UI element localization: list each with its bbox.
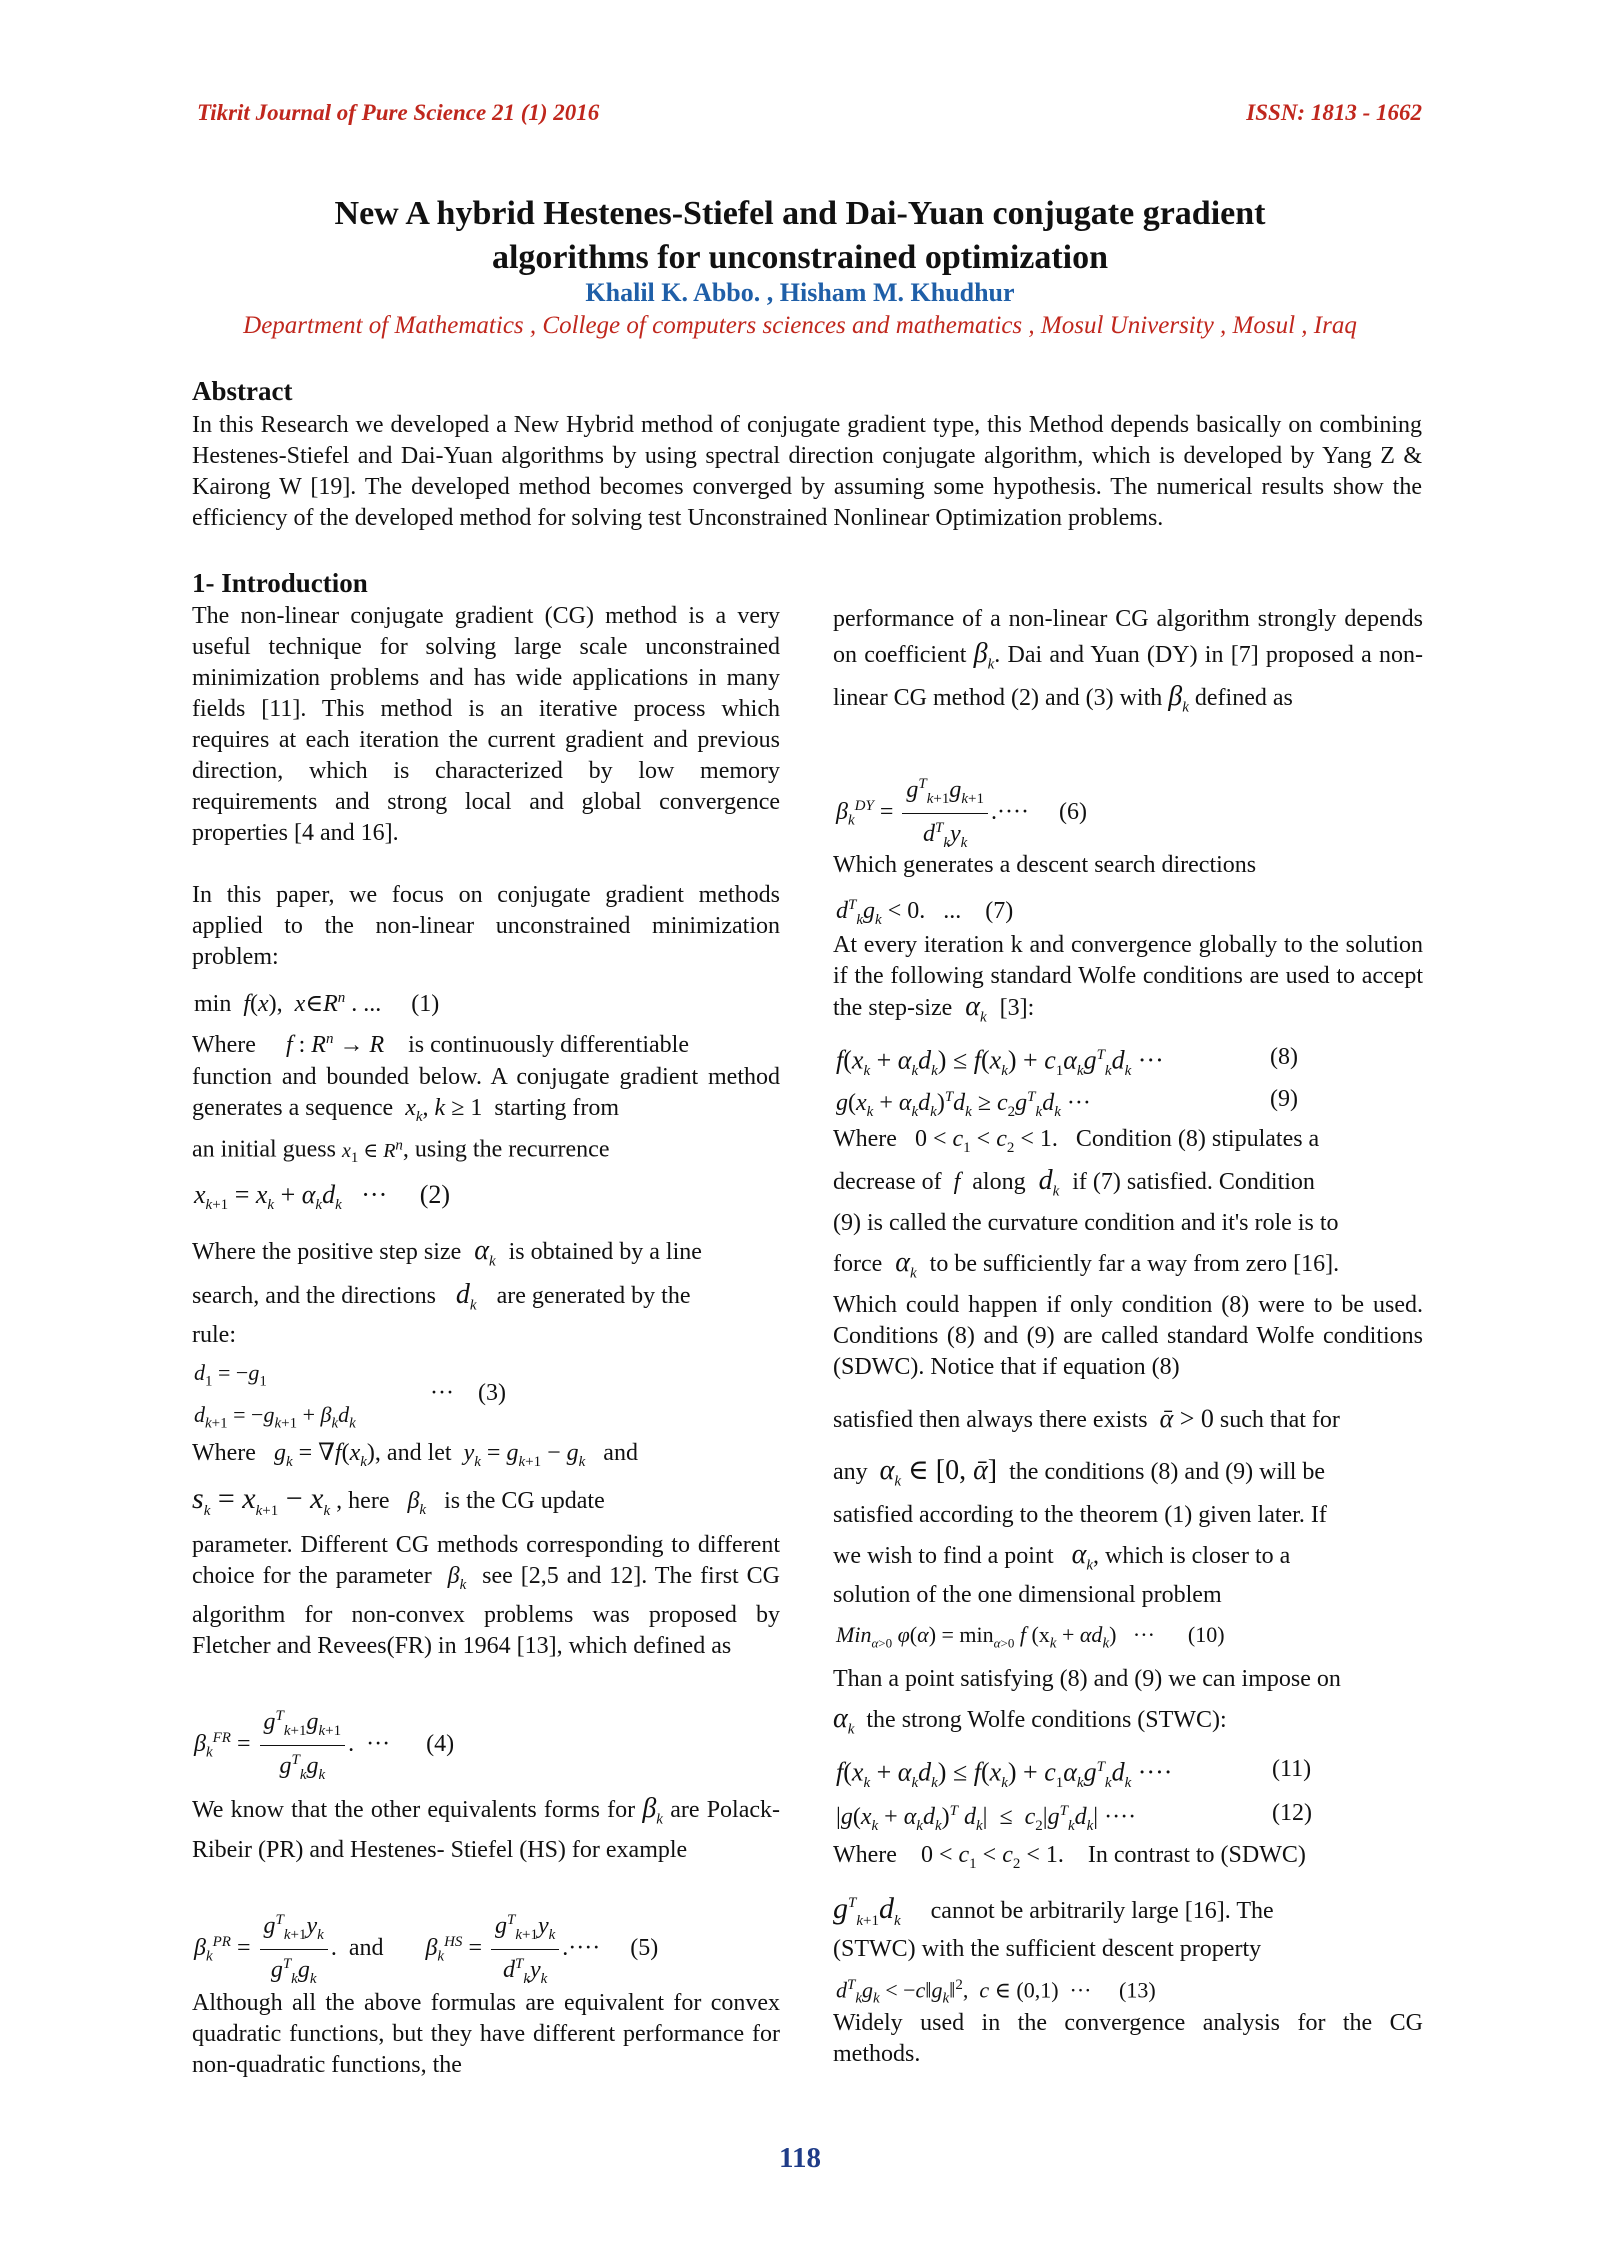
force-line bbox=[833, 1248, 1423, 1289]
equivalent-forms-text: We know that the other equivalents forms for bbox=[192, 1797, 636, 1823]
sequence-text-b: starting from bbox=[494, 1095, 620, 1121]
exists-text: satisfied then always there exists bbox=[833, 1407, 1148, 1433]
step-size-text-b: is obtained by a line bbox=[508, 1239, 702, 1265]
where-1-a: Where bbox=[192, 1032, 256, 1058]
yk-definition: $y_k = g_{k+1} - g_k$ bbox=[463, 1440, 586, 1470]
contrast-text: In contrast to (SDWC) bbox=[1087, 1842, 1306, 1868]
where-c-line bbox=[833, 1124, 1423, 1163]
arbitrarily-large-text: cannot be arbitrarily large [16]. The bbox=[930, 1898, 1274, 1924]
equation-9: $g(x_k + \alpha_kd_k)^Td_k \ge c_2g^T_kd_k$ ··· bbox=[836, 1089, 1091, 1120]
parameter-text-b: see [2,5 and 12]. The first CG algorithm for non-convex problems was proposed by Fletcher and Revees(FR) in 1964 [13], which defined as bbox=[192, 1563, 781, 1659]
alpha-interval: $\alpha_k$ ∈ [0, ᾱ] bbox=[879, 1455, 998, 1490]
parameter-paragraph bbox=[192, 1530, 780, 1662]
equation-11-tag: (11) bbox=[1272, 1756, 1312, 1782]
paper-title bbox=[0, 192, 1600, 280]
equation-1: min f(x), $x\in R^n$ . ... (1) bbox=[194, 990, 440, 1017]
dy-text: performance of a non-linear CG algorithm strongly depends on coefficient bbox=[833, 606, 1423, 668]
equation-13: $d^T_kg_k$ < $-c‖g_k‖^2$, c ∈ (0,1) ··· (13) bbox=[836, 1977, 1156, 2007]
decrease-text: decrease of bbox=[833, 1169, 942, 1195]
equation-13-tag: (13) bbox=[1119, 1977, 1156, 2003]
equivalent-forms-text-b: are Polack-Ribeir (PR) and Hestenes- Stiefel (HS) for example bbox=[192, 1797, 781, 1863]
sk-definition: $s_k = x_{k+1} - x_k$ bbox=[192, 1482, 331, 1519]
one-dim-text: solution of the one dimensional problem bbox=[833, 1582, 1222, 1608]
c-range-2: $0 < c_1 < c_2 < 1$. bbox=[920, 1842, 1064, 1872]
dy-text-c: defined as bbox=[1194, 684, 1293, 711]
where-c-text-2: Where bbox=[833, 1842, 897, 1868]
beta-k-symbol-5: $\beta_k$ bbox=[1168, 680, 1189, 716]
g-transpose-d: $g^T_{k+1}d_k$ bbox=[833, 1892, 901, 1929]
exists-text-b: such that for bbox=[1219, 1407, 1340, 1433]
sequence-line bbox=[192, 1062, 780, 1132]
equation-2-tag: (2) bbox=[419, 1180, 451, 1209]
directions-text-b: are generated by the bbox=[496, 1283, 691, 1309]
introduction-heading: 1- Introduction bbox=[192, 568, 368, 598]
equation-7-tag: (7) bbox=[985, 898, 1014, 924]
find-point-text-b: , which is closer to a bbox=[1093, 1543, 1291, 1569]
here-text: , here bbox=[336, 1488, 390, 1514]
any-text: any bbox=[833, 1459, 868, 1485]
any-text-b: the conditions (8) and (9) will be bbox=[1009, 1459, 1326, 1485]
alpha-k-symbol: $\alpha_k$ bbox=[474, 1235, 496, 1270]
equation-1-tag: (1) bbox=[411, 991, 440, 1017]
equation-12-tag: (12) bbox=[1272, 1800, 1312, 1826]
equivalent-forms-paragraph bbox=[192, 1794, 780, 1866]
intro-paragraph-2: In this paper, we focus on conjugate gradient methods applied to the non-linear unconstrained minimization problem: bbox=[192, 882, 780, 970]
title-line-2: algorithms for unconstrained optimization bbox=[491, 239, 1109, 276]
strong-wolfe-intro: Than a point satisfying (8) and (9) we can impose on bbox=[833, 1666, 1341, 1692]
dk-symbol-2: $d_k$ bbox=[1038, 1165, 1060, 1200]
initial-guess-text: an initial guess bbox=[192, 1136, 336, 1163]
intro-paragraph-1: The non-linear conjugate gradient (CG) method is a very useful technique for solving large scale unconstrained minimization problems and has wide applications in many fields [11]. This method is an iterative process which requires at each iteration the current gradient and previous direction, which is characterized by low memory requirements and strong local and global convergence properties [4 and 16]. bbox=[192, 603, 780, 846]
force-text-b: to be sufficiently far a way from zero [16]. bbox=[929, 1251, 1340, 1277]
closing-paragraph-left: Although all the above formulas are equivalent for convex quadratic functions, but they have different performance for non-quadratic functions, the bbox=[192, 1990, 780, 2078]
abstract-text: In this Research we developed a New Hybrid method of conjugate gradient type, this Method depends basically on combining Hestenes-Stiefel and Dai-Yuan algorithms by using spectral direction conjugate algorithm, which is developed by Yang Z & Kairong W [19]. The developed method becomes converged by assuming some hypothesis. The numerical results show the efficiency of the developed method for solving test Unconstrained Nonlinear Optimization problems. bbox=[192, 412, 1422, 531]
equation-5-tag: (5) bbox=[630, 1934, 659, 1961]
let-text: , and let bbox=[374, 1440, 452, 1466]
curvature-text: (9) is called the curvature condition and it's role is to bbox=[833, 1210, 1339, 1236]
f-symbol: f bbox=[953, 1169, 961, 1195]
update-text: is the CG update bbox=[444, 1488, 605, 1514]
equation-3-tag: (3) bbox=[477, 1380, 506, 1406]
alpha-k-symbol-3: $\alpha_k$ bbox=[895, 1247, 917, 1282]
find-point-text: we wish to find a point bbox=[833, 1543, 1054, 1569]
descent-text: Which generates a descent search directions bbox=[833, 852, 1257, 878]
dk-symbol: $d_k$ bbox=[455, 1279, 477, 1314]
equation-5-and: and bbox=[348, 1934, 384, 1961]
wolfe-text: At every iteration k and convergence globally to the solution if the following standard Wolfe conditions are used to accept the step-size bbox=[833, 932, 1423, 1021]
equation-5: $\beta_k^{PR}$ = $\frac{g^T_{k+1}y_k}{g^T_kg_k}$ . and $\beta_k^{HS}$ = $\frac{g^T_{k+1}y_k}{d^T_ky_k}$ .···· (5) bbox=[194, 1906, 658, 1993]
beta-k-symbol-3: $\beta_k$ bbox=[642, 1793, 663, 1828]
authors: Khalil K. Abbo. , Hisham M. Khudhur bbox=[585, 278, 1015, 307]
decrease-line bbox=[833, 1166, 1423, 1207]
equation-12: $|g(x_k + \alpha_kd_k)^T$ $d_k| \le c_2|g^T_kd_k|$ ···· bbox=[836, 1803, 1137, 1834]
wolfe-paragraph bbox=[833, 930, 1423, 1033]
equation-6: $\beta_k^{DY}$ = $\frac{g^T_{k+1}g_{k+1}}{d^T_ky_k}$ .···· (6) bbox=[836, 770, 1087, 857]
equation-4-tag: (4) bbox=[426, 1730, 455, 1757]
beta-k-symbol-2: $\beta_k$ bbox=[447, 1563, 467, 1593]
wolfe-text-b: [3]: bbox=[999, 995, 1035, 1021]
theorem-text: satisfied according to the theorem (1) given later. If bbox=[833, 1502, 1327, 1528]
f-mapping: f : $R^n \to R$ bbox=[285, 1031, 385, 1058]
any-alpha-line bbox=[833, 1456, 1423, 1497]
exists-line bbox=[833, 1404, 1423, 1436]
equation-8-tag: (8) bbox=[1270, 1044, 1298, 1070]
rule-text: rule: bbox=[192, 1322, 236, 1348]
affiliation: Department of Mathematics , College of computers sciences and mathematics , Mosul University , Mosul , Iraq bbox=[243, 312, 1357, 339]
abstract-heading: Abstract bbox=[192, 376, 293, 406]
condition-8-text: Condition (8) stipulates a bbox=[1075, 1126, 1320, 1152]
alpha-k-symbol-5: $\alpha_k$ bbox=[833, 1703, 855, 1738]
equation-10: Min$_{\alpha>0}$ $\varphi(\alpha) = \min_{\alpha>0} f$ $(x_k + \alpha d_k)$ ··· (10) bbox=[836, 1622, 1225, 1652]
equation-3: $d_1 = -g_1$ $d_{k+1} = -g_{k+1} + \beta_kd_k$ bbox=[194, 1360, 356, 1432]
equation-3-tag-line: ··· (3) bbox=[430, 1380, 506, 1406]
x1-symbol: $x_1$ ∈ $R^n$ bbox=[341, 1137, 403, 1166]
journal-header: Tikrit Journal of Pure Science 21 (1) 2016 bbox=[197, 100, 600, 125]
alpha-bar-positive: ᾱ > 0 bbox=[1159, 1404, 1214, 1433]
recurrence-text: , using the recurrence bbox=[402, 1136, 610, 1163]
gk-text: Where bbox=[192, 1440, 256, 1466]
along-text: along bbox=[972, 1169, 1026, 1195]
where-1-b: is continuously differentiable bbox=[408, 1032, 689, 1058]
sufficient-descent-text: (STWC) with the sufficient descent property bbox=[833, 1936, 1262, 1962]
page-number: 118 bbox=[779, 2142, 821, 2174]
initial-guess-line bbox=[192, 1130, 609, 1173]
equation-8: $f(x_k + \alpha_kd_k) \le f(x_k) + c_1\alpha_kg^T_kd_k$ ··· bbox=[836, 1045, 1164, 1079]
strong-wolfe-text: the strong Wolfe conditions (STWC): bbox=[866, 1707, 1227, 1733]
sequence-text: function and bounded below. A conjugate gradient method generates a sequence bbox=[192, 1064, 780, 1121]
gk-yk-line bbox=[192, 1438, 780, 1477]
where-c-line-2 bbox=[833, 1840, 1423, 1879]
and-text: and bbox=[603, 1440, 638, 1466]
equation-9-tag: (9) bbox=[1270, 1086, 1298, 1112]
c-range: $0 < c_1 < c_2 < 1$. bbox=[914, 1126, 1058, 1156]
sk-line bbox=[192, 1484, 780, 1526]
equation-2: $x_{k+1} = x_k + \alpha_kd_k$ ··· (2) bbox=[194, 1180, 451, 1214]
step-size-text: Where the positive step size bbox=[192, 1239, 462, 1265]
convergence-analysis-text: Widely used in the convergence analysis for the CG methods. bbox=[833, 2010, 1423, 2067]
equation-10-tag: (10) bbox=[1187, 1622, 1225, 1647]
gk-definition: $g_k = \nabla f(x_k)$ bbox=[273, 1440, 375, 1470]
beta-k-symbol: $\beta_k$ bbox=[407, 1488, 427, 1518]
beta-k-symbol-4: $\beta_k$ bbox=[973, 638, 995, 673]
xk-symbol: $x_k$, k ≥ 1 bbox=[405, 1095, 489, 1125]
dy-paragraph bbox=[833, 601, 1423, 722]
alpha-k-symbol-4: $\alpha_k$ bbox=[1071, 1539, 1094, 1574]
title-line-1: New A hybrid Hestenes-Stiefel and Dai-Yuan conjugate gradient bbox=[334, 195, 1266, 232]
sdwc-paragraph: Which could happen if only condition (8) were to be used. Conditions (8) and (9) are called standard Wolfe conditions (SDWC). Notice that if equation (8) bbox=[833, 1292, 1423, 1380]
where-c-text: Where bbox=[833, 1126, 897, 1152]
equation-11: $f(x_k + \alpha_kd_k) \le f(x_k) + c_1\alpha_kg^T_kd_k$ ···· bbox=[836, 1757, 1173, 1791]
force-text: force bbox=[833, 1251, 883, 1277]
where-f-line bbox=[192, 1024, 780, 1061]
equation-4: $\beta_k^{FR}$ = $\frac{g^T_{k+1}g_{k+1}}{g^T_kg_k}$ . ··· (4) bbox=[194, 1702, 454, 1789]
equation-6-tag: (6) bbox=[1058, 798, 1087, 825]
step-size-line bbox=[192, 1236, 780, 1277]
equation-7: $d^T_kg_k < 0$. ... (7) bbox=[836, 897, 1014, 928]
condition-9-text: if (7) satisfied. Condition bbox=[1072, 1169, 1315, 1195]
directions-text: search, and the directions bbox=[192, 1283, 436, 1309]
dy-text-b: . Dai and Yuan (DY) in [7] proposed a non-linear CG method (2) and (3) with bbox=[833, 642, 1424, 711]
find-point-line bbox=[833, 1540, 1423, 1581]
alpha-k-symbol-2: $\alpha_k$ bbox=[965, 991, 987, 1026]
strong-wolfe-line bbox=[833, 1704, 1423, 1745]
arbitrarily-large-line bbox=[833, 1888, 1423, 1936]
issn-header: ISSN: 1813 - 1662 bbox=[1246, 100, 1422, 125]
parameter-text: parameter. Different CG methods corresponding to different choice for the parameter bbox=[192, 1532, 780, 1589]
directions-line bbox=[192, 1280, 780, 1321]
